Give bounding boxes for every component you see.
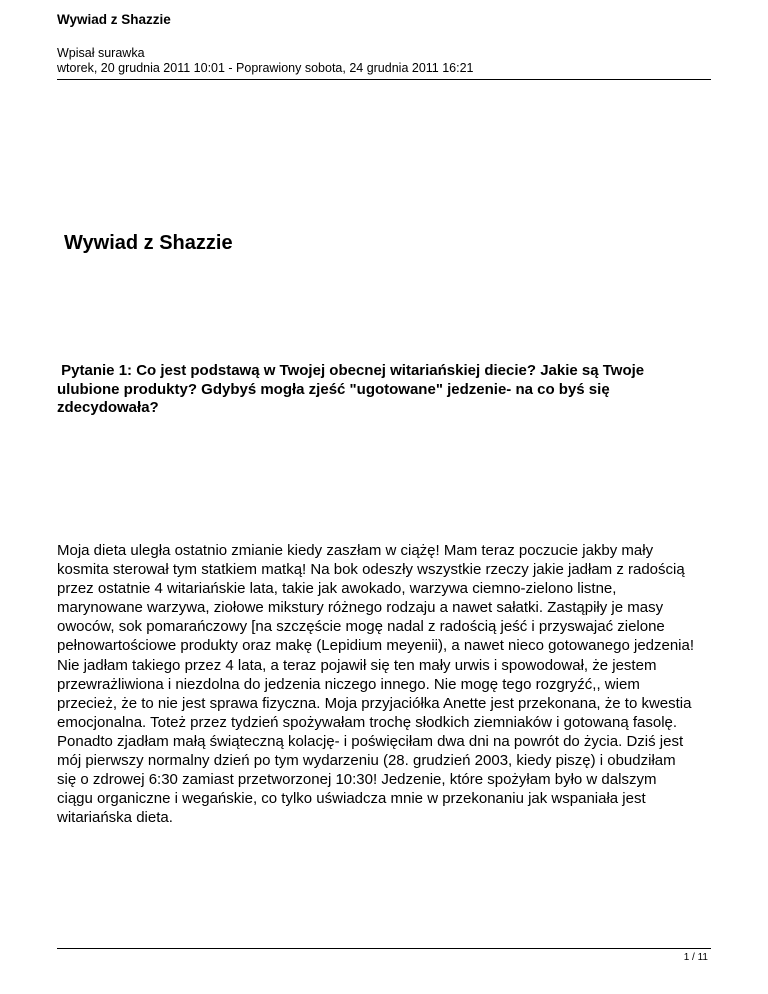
- answer-paragraph: [57, 541, 722, 827]
- header-title: Wywiad z Shazzie: [57, 12, 171, 27]
- footer-divider: [57, 948, 711, 949]
- paragraph-line: mój pierwszy normalny dzień po tym wydarzeniu (28. grudzień 2003, kiedy piszę) i obudziłam: [57, 752, 676, 770]
- paragraph-line: przecież, że to nie jest sprawa fizyczna. Moja przyjaciółka Anette jest przekonana, że to kwestia: [57, 694, 692, 712]
- paragraph-line: Ponadto zjadłam małą świąteczną kolację- i poświęciłam dwa dni na powrót do życia. Dziś jest: [57, 732, 684, 750]
- paragraph-line: ciągu organiczne i wegańskie, co tylko uświadcza mnie w przekonaniu jak wspaniała jest: [57, 790, 646, 808]
- paragraph-line: kosmita sterował tym statkiem matką! Na bok odeszły wszystkie rzeczy jakie jadłam z radością: [57, 561, 685, 579]
- paragraph-line: emocjonalna. Toteż przez tydzień spożywałam trochę słodkich ziemniaków i gotowaną fasolę.: [57, 713, 678, 731]
- page-number: 1 / 11: [683, 952, 708, 963]
- header-divider: [57, 79, 711, 80]
- question-line: zdecydowała?: [57, 399, 159, 416]
- question-block: [57, 362, 717, 418]
- paragraph-line: pełnowartościowe produkty oraz makę (Lepidium meyenii), a nawet nieco gotowanego jedzenia!: [57, 637, 695, 655]
- question-line: ulubione produkty? Gdybyś mogła zjeść "ugotowane" jedzenie- na co byś się: [57, 380, 610, 398]
- paragraph-line: owoców, sok pomarańczowy [na szczęście mogę nadal z radością jeść i przyswajać zielone: [57, 618, 665, 636]
- header-author: Wpisał surawka: [57, 46, 145, 60]
- header-dates: wtorek, 20 grudnia 2011 10:01 - Poprawiony sobota, 24 grudnia 2011 16:21: [57, 61, 474, 75]
- paragraph-line: witariańska dieta.: [57, 809, 173, 827]
- paragraph-line: się o zdrowej 6:30 zamiast przetworzonej 10:30! Jedzenie, które spożyłam było w dalszym: [57, 771, 657, 789]
- paragraph-line: przez ostatnie 4 witariańskie lata, takie jak awokado, warzywa ciemno-zielono listne,: [57, 580, 617, 598]
- article-title: Wywiad z Shazzie: [64, 232, 233, 254]
- paragraph-line: przewrażliwiona i niezdolna do jedzenia niczego innego. Nie mogę tego rozgryźć,, wiem: [57, 675, 640, 693]
- paragraph-line: Moja dieta uległa ostatnio zmianie kiedy zaszłam w ciążę! Mam teraz poczucie jakby mały: [57, 542, 654, 559]
- paragraph-line: Nie jadłam takiego przez 4 lata, a teraz pojawił się ten mały urwis i spowodował, że jestem: [57, 656, 657, 674]
- question-line: Pytanie 1: Co jest podstawą w Twojej obecnej witariańskiej diecie? Jakie są Twoje: [57, 362, 645, 379]
- paragraph-line: marynowane warzywa, ziołowe mikstury różnego rodzaju a nawet sałatki. Zastąpiły je masy: [57, 599, 664, 617]
